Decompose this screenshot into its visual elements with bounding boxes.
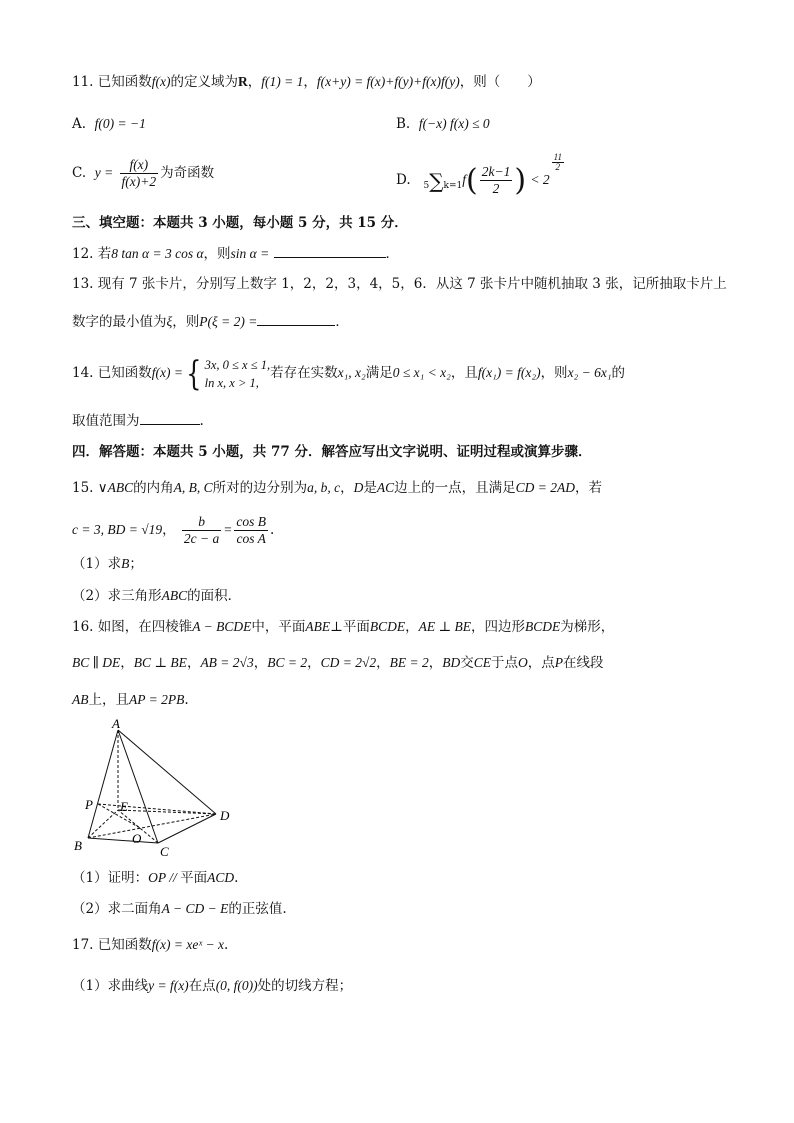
q11-option-a: A. f(0) = −1 (72, 116, 146, 132)
q15-part1: （1）求B； (72, 556, 143, 572)
section4-heading: 四．解答题：本题共 5 小题，共 77 分．解答应写出文字说明、证明过程或演算步骤． (72, 444, 592, 460)
edge-bc (88, 838, 158, 843)
edge-ab (88, 730, 118, 838)
label-c: C (160, 844, 169, 859)
q11-option-c: C. y = $\frac{f(x)}{f(x)+2}$ 为奇函数 (72, 157, 215, 189)
q12: 12. 若8 tan α = 3 cos α，则sin α = ． (72, 246, 400, 262)
edge-be (88, 810, 118, 838)
q15-line2: c = 3, BD = √19， $\frac{b}{2c - a}$ = $\frac{\text{cos B}}{\text{cos A}}$ . (72, 514, 275, 546)
label-b: B (74, 838, 82, 853)
edge-bd (88, 814, 216, 838)
q16-line3: AB上，且AP = 2PB. (72, 692, 189, 708)
q13-line1: 13. 现有 7 张卡片，分别写上数字 1，2，2，3，4，5，6．从这 7 张卡片中随机抽取 3 张，记所抽取卡片上 (72, 276, 727, 292)
edge-cd (158, 814, 216, 843)
q17-stem: 17. 已知函数f(x) = xeˣ − x. (72, 937, 229, 953)
q15-line1: 15. ∨ABC的内角A, B, C所对的边分别为a, b, c，D是AC边上的一点，且满足CD = 2AD，若 (72, 480, 603, 496)
label-a: A (112, 718, 120, 731)
q16-part2: （2）求二面角A − CD − E的正弦值. (72, 901, 287, 917)
q16-line2: BC ∥ DE，BC ⊥ BE，AB = 2√3，BC = 2，CD = 2√2，BE = 2，BD交CE于点O，点P在线段 (72, 655, 604, 671)
q14-line2: 取值范围为 . (72, 413, 204, 429)
edge-ed (118, 810, 216, 814)
q13-line2: 数字的最小值为ξ，则P(ξ = 2) = ． (72, 314, 349, 330)
label-d: D (220, 808, 230, 823)
q16-line1: 16. 如图，在四棱锥A − BCDE中，平面ABE⊥平面BCDE，AE ⊥ BE，四边形BCDE为梯形， (72, 619, 615, 635)
label-o: O (132, 831, 142, 846)
q15-part2: （2）求三角形ABC的面积． (72, 588, 242, 604)
q11-option-d: D. 5∑k=1f( $\frac{2k-1}{2}$ ) < 2 $\frac{11}{2}$ (396, 152, 562, 198)
q14-line1: 14. 已知函数f(x) ={ 3x, 0 ≤ x ≤ 1, ln x, x > 1, 若存在实数x₁, x₂满足0 ≤ x₁ < x₂，且f(x₁) = f(x₂)，则x₂ − 6x₁的 (72, 353, 626, 394)
q17-part1: （1）求曲线y = f(x)在点(0, f(0))处的切线方程； (72, 978, 353, 994)
q11-option-b: B. f(−x) f(x) ≤ 0 (396, 116, 490, 132)
section3-heading: 三、填空题：本题共 3 小题，每小题 5 分，共 15 分． (72, 215, 408, 231)
pyramid-figure (70, 718, 250, 860)
edge-po (98, 804, 140, 828)
q11-stem: 11. 已知函数f(x)的定义域为R，f(1) = 1，f(x+y) = f(x)+f(y)+f(x)f(y)，则（ ） (72, 74, 541, 90)
label-e: E (120, 799, 128, 814)
q16-part1: （1）证明：OP // 平面ACD. (72, 870, 239, 886)
label-p: P (85, 797, 93, 812)
